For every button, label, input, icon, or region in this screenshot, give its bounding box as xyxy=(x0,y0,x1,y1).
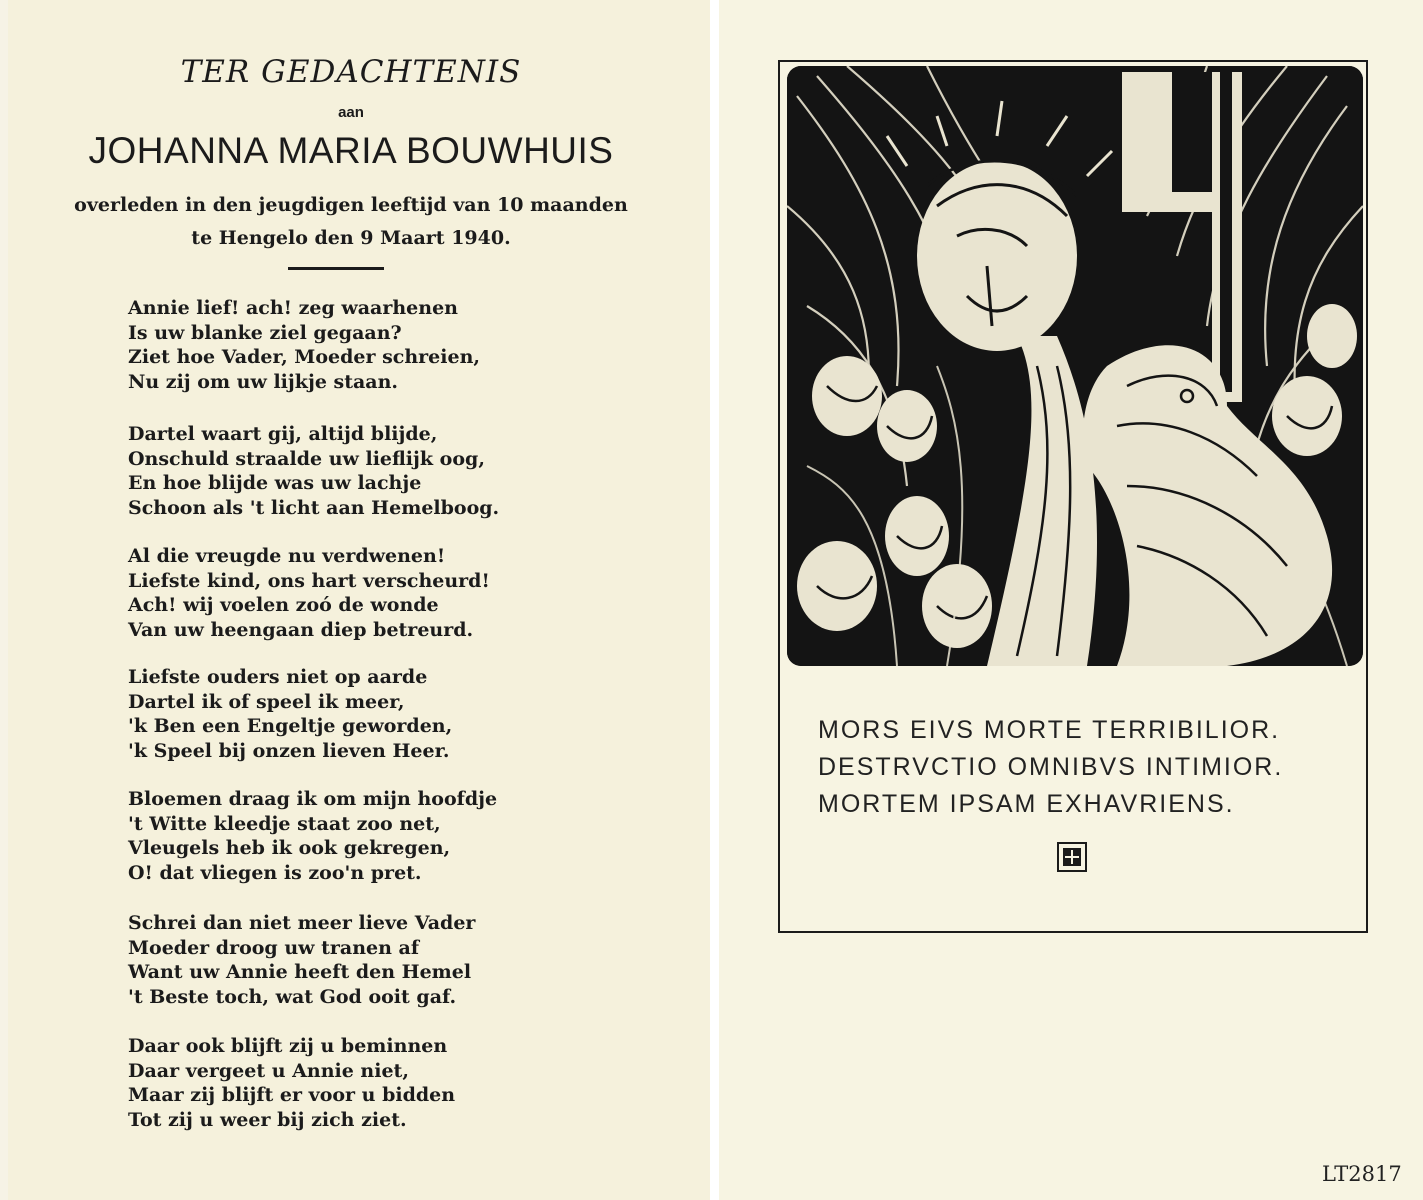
death-details-line1: overleden in den jeugdigen leeftijd van 10 maanden xyxy=(74,194,628,216)
poem-line: Liefste kind, ons hart verscheurd! xyxy=(128,569,490,592)
death-details-line2: te Hengelo den 9 Maart 1940. xyxy=(191,227,511,249)
poem-line: Nu zij om uw lijkje staan. xyxy=(128,370,399,393)
poem-line: Schoon als 't licht aan Hemelboog. xyxy=(128,496,500,519)
poem-line: 'k Speel bij onzen lieven Heer. xyxy=(128,739,450,762)
poem-line: 't Beste toch, wat God ooit gaf. xyxy=(128,985,457,1008)
cross-emblem-icon xyxy=(1057,842,1087,872)
poem-line: Daar ook blijft zij u beminnen xyxy=(128,1035,448,1057)
poem-line: Moeder droog uw tranen af xyxy=(128,936,420,959)
poem-line: Van uw heengaan diep betreurd. xyxy=(128,618,474,641)
poem-stanza-5 xyxy=(128,787,588,885)
poem-line: Schrei dan niet meer lieve Vader xyxy=(128,912,476,934)
poem-line: Tot zij u weer bij zich ziet. xyxy=(128,1108,407,1131)
poem-stanza-4 xyxy=(128,665,588,763)
poem-line: Ach! wij voelen zoó de wonde xyxy=(128,594,439,616)
poem-line: Bloemen draag ik om mijn hoofdje xyxy=(128,788,498,810)
poem-line: Al die vreugde nu verdwenen! xyxy=(128,545,446,567)
poem-line: Dartel ik of speel ik meer, xyxy=(128,690,405,713)
poem-line: Is uw blanke ziel gegaan? xyxy=(128,321,402,344)
poem-line: Daar vergeet u Annie niet, xyxy=(128,1059,409,1082)
poem-line: Onschuld straalde uw lieflijk oog, xyxy=(128,447,485,470)
poem-line: Ziet hoe Vader, Moeder schreien, xyxy=(128,346,481,368)
poem-line: O! dat vliegen is zoo'n pret. xyxy=(128,861,422,884)
poem-line: Maar zij blijft er voor u bidden xyxy=(128,1084,456,1106)
poem-stanza-7 xyxy=(128,1034,588,1132)
poem-stanza-3 xyxy=(128,544,588,642)
card-gap xyxy=(710,0,719,1200)
poem-stanza-1 xyxy=(128,296,588,394)
poem-line: Vleugels heb ik ook gekregen, xyxy=(128,837,451,859)
heading-ter-gedachtenis: TER GEDACHTENIS xyxy=(180,54,522,90)
latin-motto-line1: MORS EIVS MORTE TERRIBILIOR. xyxy=(818,716,1281,744)
poem-line: 't Witte kleedje staat zoo net, xyxy=(128,812,441,835)
poem-line: En hoe blijde was uw lachje xyxy=(128,472,422,494)
poem-stanza-2 xyxy=(128,422,588,520)
latin-motto-line2: DESTRVCTIO OMNIBVS INTIMIOR. xyxy=(818,753,1284,781)
reference-code: LT2817 xyxy=(1322,1162,1402,1186)
decorative-rule xyxy=(288,267,384,270)
poem-line: Annie lief! ach! zeg waarhenen xyxy=(128,297,458,319)
latin-motto-line3: MORTEM IPSAM EXHAVRIENS. xyxy=(818,790,1235,818)
poem-stanza-6 xyxy=(128,911,588,1009)
heading-connector: aan xyxy=(338,104,364,121)
crucifixion-illustration xyxy=(787,66,1363,666)
poem-line: 'k Ben een Engeltje geworden, xyxy=(128,715,453,737)
deceased-name: JOHANNA MARIA BOUWHUIS xyxy=(88,130,614,171)
poem-line: Dartel waart gij, altijd blijde, xyxy=(128,423,438,445)
poem-line: Want uw Annie heeft den Hemel xyxy=(128,961,472,983)
poem-line: Liefste ouders niet op aarde xyxy=(128,666,428,688)
